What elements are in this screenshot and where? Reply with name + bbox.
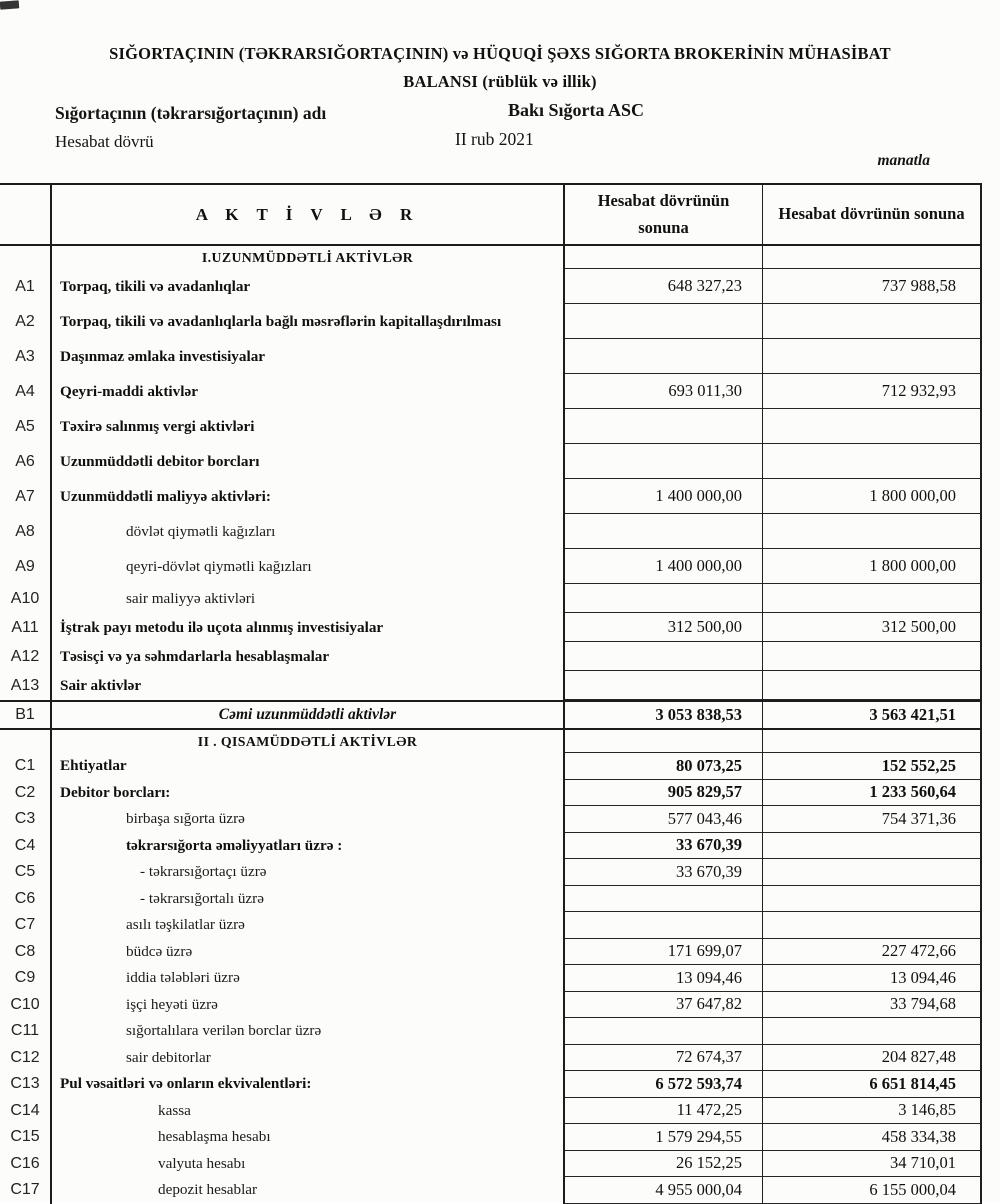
row-value-2: 33 794,68 bbox=[763, 992, 982, 1019]
row-value-2 bbox=[763, 514, 982, 549]
row-value-2: 3 563 421,51 bbox=[763, 702, 982, 728]
row-value-2 bbox=[763, 304, 982, 339]
row-label: - təkrarsığortalı üzrə bbox=[50, 886, 565, 913]
row-label: - təkrarsığortaçı üzrə bbox=[50, 859, 565, 886]
row-value-1: 312 500,00 bbox=[565, 613, 763, 642]
table-row bbox=[0, 304, 982, 339]
row-label: II . QISAMÜDDƏTLİ AKTİVLƏR bbox=[50, 730, 565, 753]
row-value-1: 11 472,25 bbox=[565, 1098, 763, 1125]
table-row bbox=[0, 479, 982, 514]
row-value-2: 737 988,58 bbox=[763, 269, 982, 304]
document-title-line2: BALANSI (rüblük və illik) bbox=[403, 72, 597, 91]
row-code: B1 bbox=[15, 706, 35, 723]
header-code-spacer bbox=[0, 185, 50, 244]
row-value-2 bbox=[763, 339, 982, 374]
reporting-period-value: II rub 2021 bbox=[455, 129, 534, 149]
row-value-1: 4 955 000,04 bbox=[565, 1177, 763, 1204]
table-row bbox=[0, 246, 982, 269]
row-code: C4 bbox=[14, 836, 36, 854]
table-row bbox=[0, 859, 982, 886]
row-code: C14 bbox=[10, 1101, 40, 1119]
row-value-2: 458 334,38 bbox=[763, 1124, 982, 1151]
row-value-1: 33 670,39 bbox=[565, 859, 763, 886]
table-row bbox=[0, 806, 982, 833]
row-value-1 bbox=[565, 912, 763, 939]
row-code: C3 bbox=[14, 810, 36, 828]
row-code: A13 bbox=[10, 676, 40, 694]
balance-table bbox=[0, 183, 982, 1204]
row-label: təkrarsığorta əməliyyatları üzrə : bbox=[50, 833, 565, 860]
row-label: dövlət qiymətli kağızları bbox=[50, 514, 565, 549]
row-label: hesablaşma hesabı bbox=[50, 1124, 565, 1151]
row-code: C2 bbox=[14, 783, 36, 801]
table-row bbox=[0, 886, 982, 913]
row-code: A7 bbox=[15, 487, 35, 505]
row-label: Sair aktivlər bbox=[50, 671, 565, 700]
table-row bbox=[0, 444, 982, 479]
scan-corner-artifact bbox=[0, 0, 19, 9]
row-code: C15 bbox=[10, 1128, 40, 1146]
table-row bbox=[0, 1151, 982, 1178]
row-value-1 bbox=[565, 642, 763, 671]
insurer-name-label: Sığortaçının (təkrarsığortaçının) adı bbox=[55, 103, 327, 123]
row-label: valyuta hesabı bbox=[50, 1151, 565, 1178]
row-value-2 bbox=[763, 730, 982, 753]
row-value-1 bbox=[565, 304, 763, 339]
row-value-1: 3 053 838,53 bbox=[565, 702, 763, 728]
table-row bbox=[0, 1098, 982, 1125]
table-row bbox=[0, 269, 982, 304]
row-label: Uzunmüddətli maliyyə aktivləri: bbox=[50, 479, 565, 514]
row-value-2: 227 472,66 bbox=[763, 939, 982, 966]
row-value-2: 13 094,46 bbox=[763, 965, 982, 992]
row-value-2: 754 371,36 bbox=[763, 806, 982, 833]
row-value-1: 26 152,25 bbox=[565, 1151, 763, 1178]
table-row bbox=[0, 965, 982, 992]
row-label: Debitor borcları: bbox=[50, 780, 565, 807]
table-row bbox=[0, 1177, 982, 1204]
row-value-1 bbox=[565, 444, 763, 479]
row-code: C13 bbox=[10, 1075, 40, 1093]
row-code: C17 bbox=[10, 1181, 40, 1199]
table-row bbox=[0, 514, 982, 549]
row-value-2 bbox=[763, 833, 982, 860]
row-value-1: 33 670,39 bbox=[565, 833, 763, 860]
row-label: Ehtiyatlar bbox=[50, 753, 565, 780]
row-code: A3 bbox=[15, 347, 35, 365]
insurer-name-value: Bakı Sığorta ASC bbox=[508, 100, 645, 120]
table-row bbox=[0, 671, 982, 700]
row-code: C8 bbox=[14, 942, 36, 960]
row-value-2 bbox=[763, 1018, 982, 1045]
row-value-2: 1 233 560,64 bbox=[763, 780, 982, 807]
row-label: asılı təşkilatlar üzrə bbox=[50, 912, 565, 939]
row-value-2 bbox=[763, 671, 982, 700]
row-code: C5 bbox=[14, 863, 36, 881]
row-code: A1 bbox=[15, 277, 35, 295]
row-value-1: 1 579 294,55 bbox=[565, 1124, 763, 1151]
table-row bbox=[0, 939, 982, 966]
row-label: depozit hesablar bbox=[50, 1177, 565, 1204]
table-row bbox=[0, 992, 982, 1019]
table-row bbox=[0, 780, 982, 807]
row-code bbox=[0, 246, 50, 269]
row-value-1: 905 829,57 bbox=[565, 780, 763, 807]
row-code: C11 bbox=[10, 1022, 40, 1040]
row-label: Qeyri-maddi aktivlər bbox=[50, 374, 565, 409]
row-value-1: 1 400 000,00 bbox=[565, 549, 763, 584]
row-code: C16 bbox=[10, 1154, 40, 1172]
row-label: iddia tələbləri üzrə bbox=[50, 965, 565, 992]
table-row bbox=[0, 833, 982, 860]
table-row bbox=[0, 1018, 982, 1045]
row-code: A4 bbox=[15, 382, 35, 400]
row-value-2 bbox=[763, 912, 982, 939]
table-row bbox=[0, 1071, 982, 1098]
row-value-1 bbox=[565, 246, 763, 269]
row-value-2 bbox=[763, 642, 982, 671]
row-value-1 bbox=[565, 514, 763, 549]
row-value-2 bbox=[763, 444, 982, 479]
row-value-1 bbox=[565, 1018, 763, 1045]
row-code: C6 bbox=[14, 889, 36, 907]
row-label: Torpaq, tikili və avadanlıqlar bbox=[50, 269, 565, 304]
table-row bbox=[0, 409, 982, 444]
table-row bbox=[0, 549, 982, 584]
table-row bbox=[0, 700, 982, 730]
row-value-1 bbox=[565, 730, 763, 753]
row-value-1 bbox=[565, 671, 763, 700]
row-value-2: 6 155 000,04 bbox=[763, 1177, 982, 1204]
row-label: sığortalılara verilən borclar üzrə bbox=[50, 1018, 565, 1045]
row-value-2 bbox=[763, 246, 982, 269]
document-title bbox=[0, 40, 1000, 96]
table-row bbox=[0, 374, 982, 409]
row-code: A9 bbox=[15, 557, 35, 575]
row-value-1 bbox=[565, 584, 763, 613]
row-value-1: 648 327,23 bbox=[565, 269, 763, 304]
table-row bbox=[0, 584, 982, 613]
row-value-2: 6 651 814,45 bbox=[763, 1071, 982, 1098]
row-label: İştrak payı metodu ilə uçota alınmış investisiyalar bbox=[50, 613, 565, 642]
row-label: Təsisçi və ya səhmdarlarla hesablaşmalar bbox=[50, 642, 565, 671]
row-value-1: 577 043,46 bbox=[565, 806, 763, 833]
currency-unit-note: manatla bbox=[877, 152, 930, 169]
row-code: A11 bbox=[11, 618, 39, 636]
row-code: C9 bbox=[14, 969, 36, 987]
row-value-2: 312 500,00 bbox=[763, 613, 982, 642]
table-row bbox=[0, 912, 982, 939]
row-code: A12 bbox=[10, 647, 40, 665]
row-code bbox=[0, 730, 50, 753]
row-code: C1 bbox=[14, 757, 36, 775]
row-value-1 bbox=[565, 409, 763, 444]
row-label: işçi heyəti üzrə bbox=[50, 992, 565, 1019]
row-label: birbaşa sığorta üzrə bbox=[50, 806, 565, 833]
table-row bbox=[0, 753, 982, 780]
row-value-1 bbox=[565, 339, 763, 374]
row-value-1: 80 073,25 bbox=[565, 753, 763, 780]
table-row bbox=[0, 613, 982, 642]
row-label: sair maliyyə aktivləri bbox=[50, 584, 565, 613]
row-label: I.UZUNMÜDDƏTLİ AKTİVLƏR bbox=[50, 246, 565, 269]
header-period-end-2: Hesabat dövrünün sonuna bbox=[763, 185, 982, 244]
row-value-1: 1 400 000,00 bbox=[565, 479, 763, 514]
row-label: büdcə üzrə bbox=[50, 939, 565, 966]
document-title-line1: SIĞORTAÇININ (TƏKRARSIĞORTAÇININ) və HÜQUQİ ŞƏXS SIĞORTA BROKERİNİN MÜHASİBAT bbox=[109, 44, 891, 63]
row-label: Daşınmaz əmlaka investisiyalar bbox=[50, 339, 565, 374]
row-value-1: 13 094,46 bbox=[565, 965, 763, 992]
row-code: A2 bbox=[15, 312, 35, 330]
row-code: A8 bbox=[15, 522, 35, 540]
row-value-2: 1 800 000,00 bbox=[763, 549, 982, 584]
row-code: C12 bbox=[10, 1048, 40, 1066]
row-value-2 bbox=[763, 886, 982, 913]
row-value-2 bbox=[763, 859, 982, 886]
row-value-2: 152 552,25 bbox=[763, 753, 982, 780]
row-label: Pul vəsaitləri və onların ekvivalentləri: bbox=[50, 1071, 565, 1098]
row-value-2: 204 827,48 bbox=[763, 1045, 982, 1072]
row-value-1: 6 572 593,74 bbox=[565, 1071, 763, 1098]
table-row bbox=[0, 642, 982, 671]
row-value-1: 72 674,37 bbox=[565, 1045, 763, 1072]
row-code: C7 bbox=[14, 916, 36, 934]
row-value-1: 171 699,07 bbox=[565, 939, 763, 966]
row-label: Cəmi uzunmüddətli aktivlər bbox=[50, 702, 565, 728]
row-code: A6 bbox=[15, 452, 35, 470]
row-value-2: 3 146,85 bbox=[763, 1098, 982, 1125]
row-value-1: 37 647,82 bbox=[565, 992, 763, 1019]
row-code: C10 bbox=[10, 995, 40, 1013]
table-header-row bbox=[0, 183, 982, 246]
row-value-2: 712 932,93 bbox=[763, 374, 982, 409]
table-row bbox=[0, 1045, 982, 1072]
reporting-period-label: Hesabat dövrü bbox=[55, 132, 154, 151]
row-value-2 bbox=[763, 584, 982, 613]
row-label: kassa bbox=[50, 1098, 565, 1125]
header-period-end-1: Hesabat dövrünün sonuna bbox=[565, 185, 763, 244]
table-row bbox=[0, 339, 982, 374]
row-code: A5 bbox=[15, 417, 35, 435]
row-label: Uzunmüddətli debitor borcları bbox=[50, 444, 565, 479]
row-code: A10 bbox=[10, 589, 40, 607]
row-label: qeyri-dövlət qiymətli kağızları bbox=[50, 549, 565, 584]
row-value-2 bbox=[763, 409, 982, 444]
row-value-2: 1 800 000,00 bbox=[763, 479, 982, 514]
row-value-1 bbox=[565, 886, 763, 913]
row-label: sair debitorlar bbox=[50, 1045, 565, 1072]
row-value-1: 693 011,30 bbox=[565, 374, 763, 409]
row-label: Torpaq, tikili və avadanlıqlarla bağlı məsrəflərin kapitallaşdırılması bbox=[50, 304, 565, 339]
table-row bbox=[0, 1124, 982, 1151]
header-assets-column: A K T İ V L Ə R bbox=[50, 185, 565, 244]
row-value-2: 34 710,01 bbox=[763, 1151, 982, 1178]
table-row bbox=[0, 730, 982, 753]
row-label: Təxirə salınmış vergi aktivləri bbox=[50, 409, 565, 444]
